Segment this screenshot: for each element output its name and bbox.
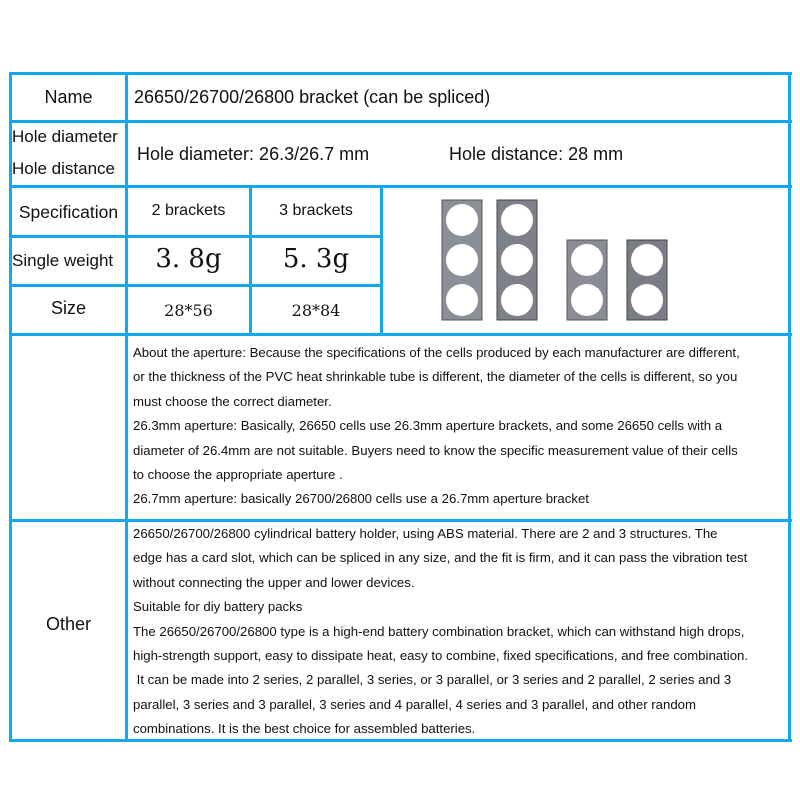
other-description <box>133 522 748 742</box>
bracket-2-cell-a <box>567 240 607 320</box>
text-line: without connecting the upper and lower devices. <box>133 574 415 590</box>
hole-distance-label: Hole distance <box>12 159 116 178</box>
table-divider <box>125 72 128 742</box>
other-label: Other <box>45 614 92 634</box>
name-label: Name <box>44 87 93 107</box>
specification-3-brackets: 3 brackets <box>279 202 353 219</box>
aperture-description <box>133 341 740 512</box>
text-line: edge has a card slot, which can be spliced in any size, and the fit is firm, and it can pass the vibration test <box>133 550 748 566</box>
hole-diameter-label: Hole diameter <box>12 127 118 146</box>
text-line: must choose the correct diameter. <box>133 393 332 409</box>
text-line: diameter of 26.4mm are not suitable. Buyers need to know the specific measurement value of their cells <box>133 442 738 458</box>
text-line: Suitable for diy battery packs <box>133 599 303 615</box>
size-2-brackets: 28*56 <box>164 301 213 320</box>
specification-2-brackets: 2 brackets <box>151 202 226 219</box>
text-line: It can be made into 2 series, 2 parallel, 3 series, or 3 parallel, or 3 series and 2 parallel, 2 series and 3 <box>133 672 732 688</box>
specification-label: Specification <box>18 202 119 222</box>
bracket-3-cell-b <box>497 200 537 320</box>
table-divider <box>380 185 383 335</box>
size-label: Size <box>50 298 86 318</box>
text-line: 26.7mm aperture: basically 26700/26800 cells use a 26.7mm aperture bracket <box>133 491 589 507</box>
text-line: The 26650/26700/26800 type is a high-end battery combination bracket, which can withstand high drops, <box>133 623 745 639</box>
hole-distance-value: Hole distance: 28 mm <box>449 144 624 164</box>
text-line: About the aperture: Because the specifications of the cells produced by each manufacturer are different, <box>133 345 740 360</box>
text-line: parallel, 3 series and 3 parallel, 3 series and 4 parallel, 4 series and 3 parallel, and other random <box>133 696 696 712</box>
weight-2-brackets: 3. 8g <box>155 244 222 274</box>
text-line: high-strength support, easy to dissipate heat, easy to combine, fixed specifications, and free combination. <box>133 648 749 664</box>
name-value: 26650/26700/26800 bracket (can be spliced) <box>134 87 491 107</box>
weight-3-brackets: 5. 3g <box>282 244 350 274</box>
hole-diameter-value: Hole diameter: 26.3/26.7 mm <box>137 144 370 164</box>
text-line: 26650/26700/26800 cylindrical battery holder, using ABS material. There are 2 and 3 structures. The <box>133 526 718 541</box>
bracket-2-cell-b <box>627 240 667 320</box>
table-divider <box>9 235 383 238</box>
bracket-3-cell-a <box>442 200 482 320</box>
text-line: to choose the appropriate aperture . <box>133 467 343 483</box>
text-line: 26.3mm aperture: Basically, 26650 cells use 26.3mm aperture brackets, and some 26650 cells with a <box>133 418 723 434</box>
single-weight-label: Single weight <box>12 251 114 270</box>
table-divider <box>9 284 383 287</box>
text-line: combinations. It is the best choice for assembled batteries. <box>133 721 476 737</box>
text-line: or the thickness of the PVC heat shrinkable tube is different, the diameter of the cells is different, so you <box>133 369 738 385</box>
size-3-brackets: 28*84 <box>291 301 341 320</box>
bracket-product-image <box>440 195 680 330</box>
table-border <box>788 72 791 742</box>
